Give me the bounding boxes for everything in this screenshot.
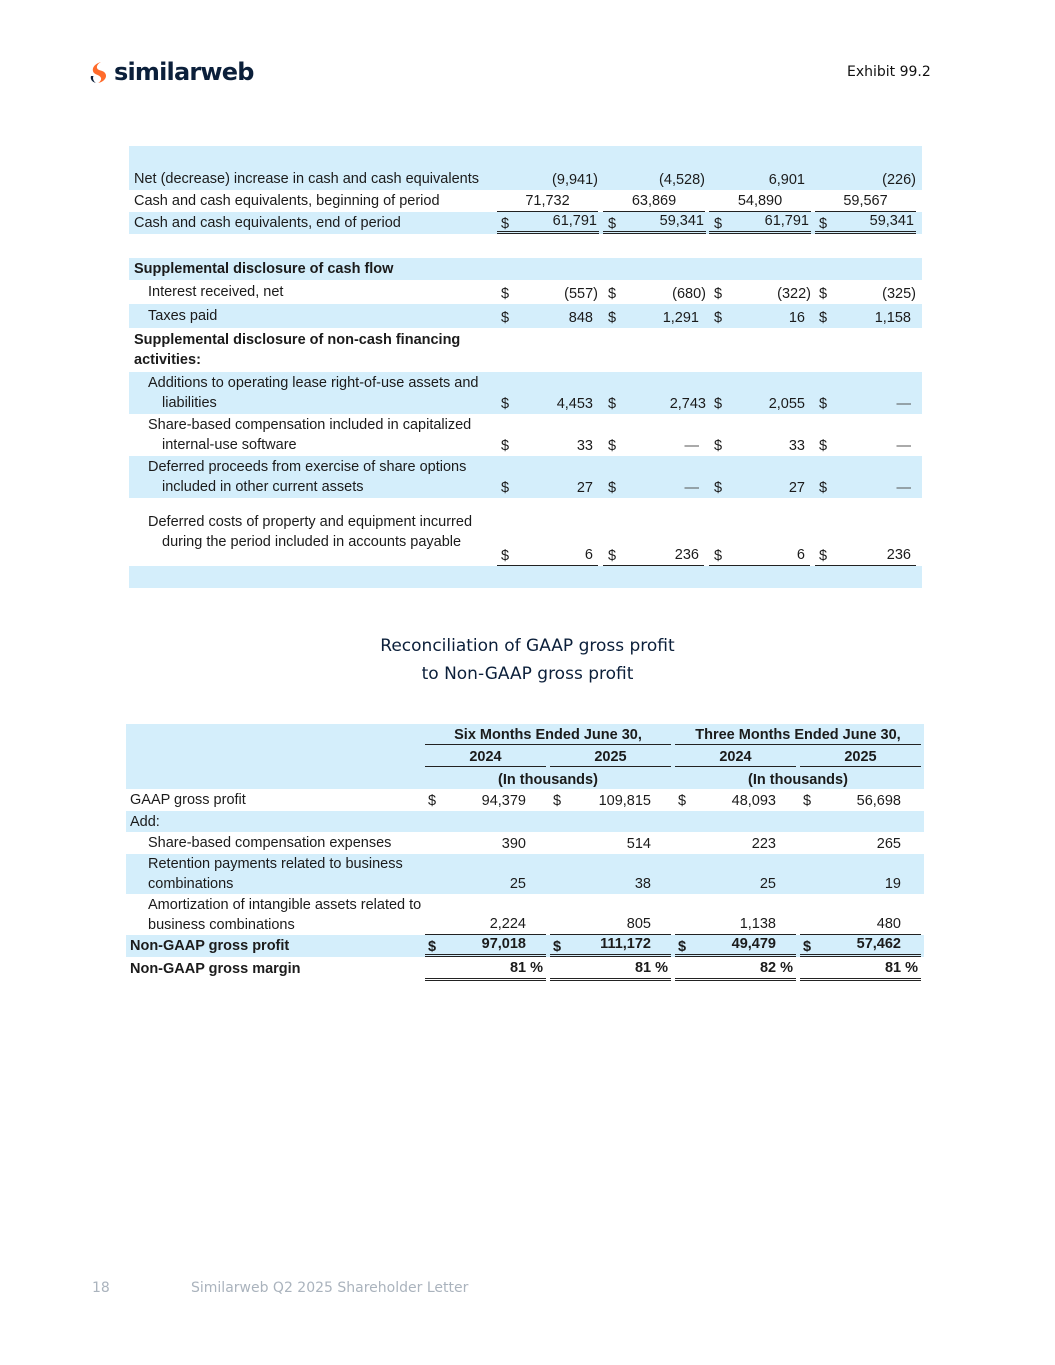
currency-symbol: $ [553, 793, 562, 809]
row-label [129, 414, 491, 456]
value-cell: 2,743 [669, 396, 706, 412]
currency-symbol: $ [714, 216, 723, 232]
year-header: 2024 [425, 745, 546, 767]
row-label: Taxes paid [148, 308, 218, 324]
value-cell: 514 [626, 836, 651, 852]
value-cell: 54,890 [709, 190, 811, 212]
row-label: Retention payments related to business combinations [148, 856, 403, 892]
value-cell: 236 [603, 498, 704, 566]
table-row [129, 328, 922, 372]
table-row [129, 280, 922, 304]
value-cell: — [896, 438, 911, 454]
currency-symbol: $ [501, 438, 510, 454]
currency-symbol: $ [608, 310, 617, 326]
table-row [126, 789, 924, 811]
table-row [126, 957, 924, 981]
footer-text: Similarweb Q2 2025 Shareholder Letter [191, 1280, 469, 1296]
value-cell: 111,172 [550, 935, 671, 957]
value-cell: 56,698 [856, 793, 901, 809]
value-cell: 6,901 [768, 172, 805, 188]
value-cell: 16 [788, 310, 805, 326]
similarweb-logo [88, 58, 254, 86]
row-label-text: Deferred costs of property and equipment incurred during the period included in accounts payable [148, 514, 473, 550]
table-row [129, 456, 922, 498]
gross-profit-table [126, 724, 924, 981]
value-cell: 27 [576, 480, 593, 496]
table-row [129, 304, 922, 328]
currency-symbol: $ [819, 310, 828, 326]
value-cell: 81 % [425, 957, 546, 981]
table-row [126, 894, 924, 935]
row-label [129, 372, 491, 414]
section-heading: Supplemental disclosure of cash flow [134, 261, 394, 277]
value-cell: 94,379 [481, 793, 526, 809]
table-row [126, 811, 924, 832]
table-row [129, 258, 922, 280]
value-cell: 390 [501, 836, 526, 852]
value-cell: 27 [788, 480, 805, 496]
currency-symbol: $ [803, 939, 812, 955]
value-cell: 19 [884, 876, 901, 892]
value-cell: 71,732 [497, 190, 598, 212]
value-cell: 109,815 [598, 793, 651, 809]
row-label: Amortization of intangible assets related to business combinations [148, 896, 422, 933]
currency-symbol: $ [501, 310, 510, 326]
value-cell: (4,528) [659, 172, 705, 188]
value-cell: 805 [550, 894, 671, 935]
table-row [129, 372, 922, 414]
exhibit-label: Exhibit 99.2 [847, 64, 931, 80]
year-header: 2024 [675, 745, 796, 767]
currency-symbol: $ [501, 216, 510, 232]
row-label: Interest received, net [148, 284, 284, 300]
row-label: Add: [130, 813, 160, 830]
value-cell: 59,341 [815, 212, 916, 234]
row-label-text: Share-based compensation included in capitalized internal-use software [148, 417, 472, 453]
value-cell: 1,138 [675, 894, 796, 935]
row-label-text: Additions to operating lease right-of-use assets and liabilities [148, 375, 479, 411]
currency-symbol: $ [501, 480, 510, 496]
row-label: Non-GAAP gross profit [130, 938, 290, 954]
value-cell: 81 % [550, 957, 671, 981]
year-header: 2025 [550, 745, 671, 767]
table-row [126, 854, 924, 894]
value-cell: 61,791 [497, 212, 599, 234]
value-cell: 265 [876, 836, 901, 852]
value-cell: — [684, 438, 699, 454]
currency-symbol: $ [608, 396, 617, 412]
value-cell: 38 [634, 876, 651, 892]
value-cell: — [684, 480, 699, 496]
value-cell: 4,453 [556, 396, 593, 412]
currency-symbol: $ [819, 286, 828, 302]
value-cell: 82 % [675, 957, 796, 981]
table-row [126, 935, 924, 957]
currency-symbol: $ [428, 939, 437, 955]
table-row [129, 190, 922, 212]
row-label: Non-GAAP gross margin [130, 961, 301, 977]
value-cell: 57,462 [800, 935, 921, 957]
value-cell: 49,479 [675, 935, 796, 957]
section-title-line-2: to Non-GAAP gross profit [421, 664, 634, 684]
value-cell: (322) [777, 286, 811, 302]
value-cell: 1,291 [662, 310, 699, 326]
currency-symbol: $ [608, 216, 617, 232]
currency-symbol: $ [501, 548, 510, 564]
value-cell: (325) [882, 286, 916, 302]
section-title-line-1: Reconciliation of GAAP gross profit [380, 636, 675, 656]
row-label: Cash and cash equivalents, end of period [134, 215, 401, 231]
value-cell: 59,567 [815, 190, 916, 212]
currency-symbol: $ [819, 396, 828, 412]
period-header: Three Months Ended June 30, [675, 724, 921, 745]
row-label: Net (decrease) increase in cash and cash equivalents [134, 171, 479, 187]
value-cell: (680) [672, 286, 706, 302]
currency-symbol: $ [608, 480, 617, 496]
units-header: (In thousands) [748, 772, 848, 788]
year-header: 2025 [800, 745, 921, 767]
value-cell: 2,224 [425, 894, 546, 935]
value-cell: 33 [788, 438, 805, 454]
value-cell: 236 [815, 498, 916, 566]
value-cell: — [896, 396, 911, 412]
row-label-text: Deferred proceeds from exercise of share options included in other current assets [148, 459, 467, 495]
cash-flow-table [129, 146, 922, 588]
currency-symbol: $ [714, 548, 723, 564]
value-cell: (557) [564, 286, 598, 302]
section-title [0, 632, 1055, 688]
page-number: 18 [92, 1280, 110, 1296]
value-cell: (226) [882, 172, 916, 188]
units-header: (In thousands) [498, 772, 598, 788]
currency-symbol: $ [428, 793, 437, 809]
value-cell: 63,869 [603, 190, 705, 212]
currency-symbol: $ [714, 310, 723, 326]
period-header: Six Months Ended June 30, [425, 724, 671, 745]
currency-symbol: $ [608, 286, 617, 302]
value-cell: 223 [751, 836, 776, 852]
value-cell: 25 [759, 876, 776, 892]
currency-symbol: $ [714, 438, 723, 454]
header-row [126, 745, 924, 767]
currency-symbol: $ [678, 793, 687, 809]
header-row [126, 724, 924, 745]
value-cell: 48,093 [731, 793, 776, 809]
row-label: Share-based compensation expenses [148, 835, 392, 851]
currency-symbol: $ [819, 548, 828, 564]
spacer-row [129, 566, 922, 588]
value-cell: 6 [497, 498, 598, 566]
table-row [126, 832, 924, 854]
value-cell: 61,791 [709, 212, 811, 234]
value-cell: 33 [576, 438, 593, 454]
table-row [129, 146, 922, 190]
value-cell: (9,941) [552, 172, 598, 188]
header-row [126, 767, 924, 789]
currency-symbol: $ [608, 438, 617, 454]
currency-symbol: $ [819, 438, 828, 454]
spacer-row [129, 234, 922, 258]
currency-symbol: $ [501, 396, 510, 412]
table-row [129, 414, 922, 456]
table-row [129, 212, 922, 234]
currency-symbol: $ [678, 939, 687, 955]
currency-symbol: $ [819, 480, 828, 496]
similarweb-logo-icon [88, 60, 110, 84]
value-cell: 25 [509, 876, 526, 892]
value-cell: 848 [568, 310, 593, 326]
currency-symbol: $ [553, 939, 562, 955]
value-cell: 6 [709, 498, 810, 566]
currency-symbol: $ [714, 286, 723, 302]
row-label: Cash and cash equivalents, beginning of period [134, 193, 440, 209]
value-cell: 1,158 [874, 310, 911, 326]
value-cell: — [896, 480, 911, 496]
currency-symbol: $ [819, 216, 828, 232]
table-row [129, 498, 922, 566]
row-label [129, 456, 491, 498]
value-cell: 2,055 [768, 396, 805, 412]
value-cell: 97,018 [425, 935, 546, 957]
currency-symbol: $ [714, 396, 723, 412]
currency-symbol: $ [501, 286, 510, 302]
currency-symbol: $ [714, 480, 723, 496]
currency-symbol: $ [803, 793, 812, 809]
section-heading: Supplemental disclosure of non-cash financing activities: [134, 332, 461, 368]
row-label: GAAP gross profit [130, 792, 246, 808]
brand-name: similarweb [114, 58, 254, 86]
value-cell: 81 % [800, 957, 921, 981]
value-cell: 59,341 [603, 212, 706, 234]
value-cell: 480 [800, 894, 921, 935]
currency-symbol: $ [608, 548, 617, 564]
row-label [129, 498, 491, 566]
